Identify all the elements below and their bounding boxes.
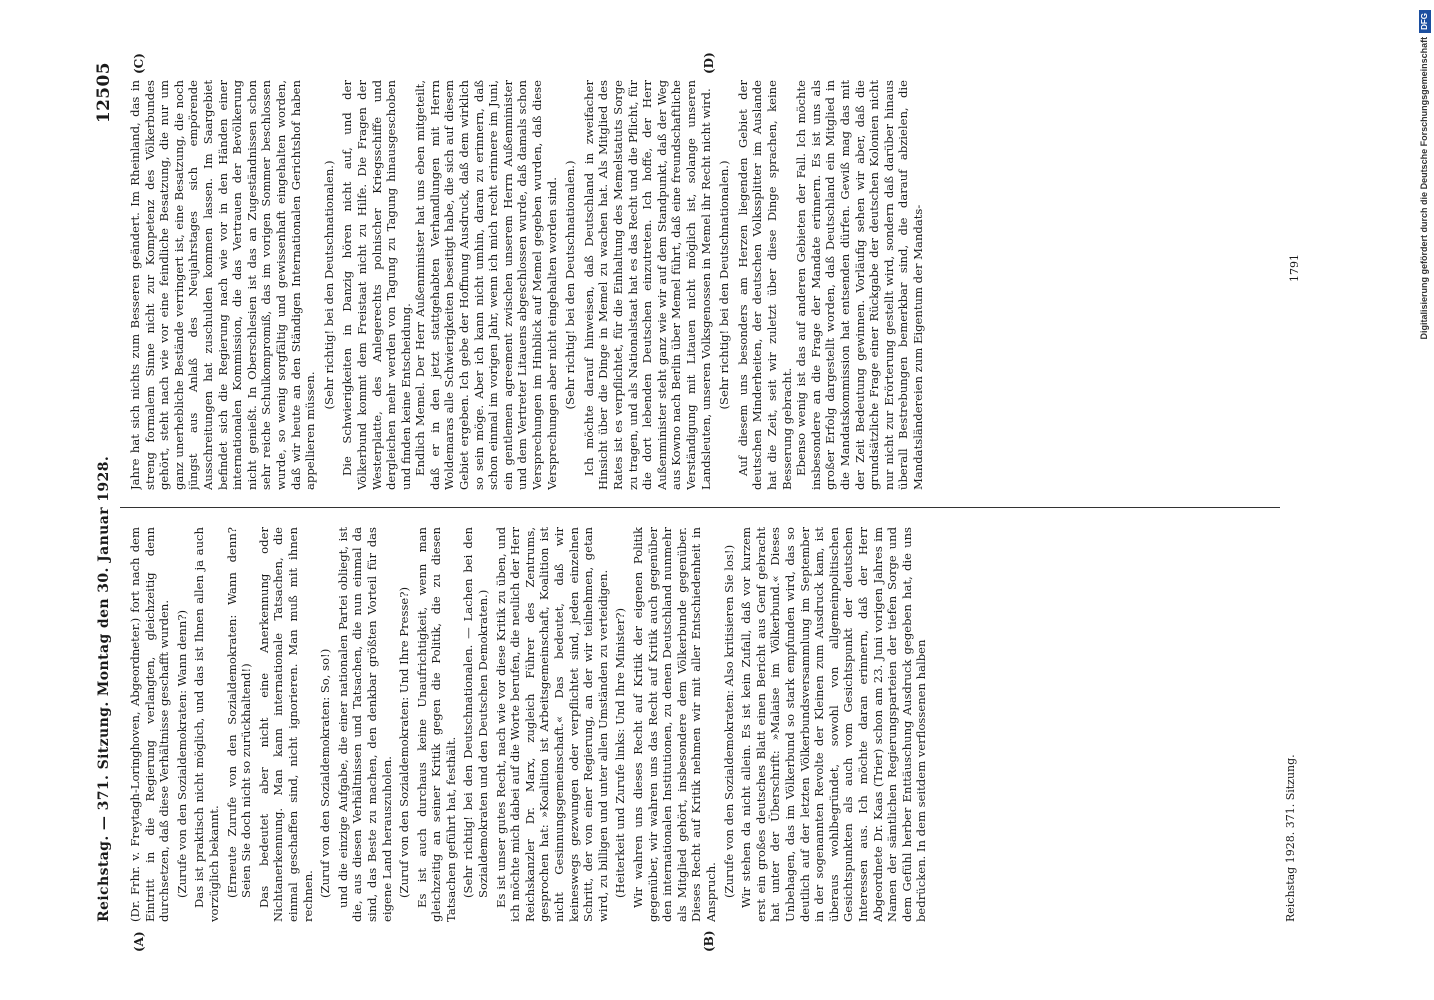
paragraph: Wir stehen da nicht allein. Es ist kein Zufall, daß vor kurzem erst ein großes deutsches Blatt einen Bericht aus Genf gebracht hat unter der Überschrift: »Malaise im Völkerbund.« Dieses Unbehagen, das im Völkerbund so stark empfunden wird, das so deutlich auf der letzten Völkerbundsversammlung im September in der sogenannten Revolte der Kleinen zum Ausdruck kam, ist überaus wohlbegründet, sowohl von allgemeinpolitischen Gesichtspunkten als auch vom Gesichtspunkt der deutschen Interessen aus. Ich möchte daran erinnern, daß der Herr Abgeordnete Dr. Kaas (Trier) schon am 23. Juni vorigen Jahres im Namen der sämtlichen Regierungsparteien der tiefen Sorge und dem Gefühl herber Enttäuschung Ausdruck gegeben hat, die uns bedrücken. In dem seitdem verflossenen halben bbox=[739, 527, 929, 922]
interjection: (Sehr richtig! bei den Deutschnationalen.) bbox=[321, 160, 336, 410]
footer-left: Reichstag 1928. 371. Sitzung. bbox=[1284, 754, 1297, 922]
signature-number: 1791 bbox=[1288, 254, 1301, 282]
interjection: (Zurufe von den Sozialdemokraten: Wann denn?) bbox=[174, 609, 189, 898]
paragraph: und die einzige Aufgabe, die einer nationalen Partei obliegt, ist die, aus diesen Verhältnissen und Tatsachen, die nun einmal da sind, das Beste zu machen, den denkbar größten Vorteil für das eigene Land herauszuholen. bbox=[335, 527, 394, 922]
paragraph: Die Schwierigkeiten in Danzig hören nicht auf, und der Völkerbund kommt dem Freistaat nicht zu Hilfe. Die Fragen der Westerplatte, des Anlegerechts polnischer Kriegsschiffe und dergleichen mehr werden von Tagung zu Tagung hinausgeschoben und finden keine Entscheidung. bbox=[340, 80, 413, 490]
paragraph: Das bedeutet aber nicht eine Anerkennung oder Nichtanerkennung. Man kann internationale Tatsachen, die einmal geschaffen sind, nicht ignorieren. Man muß mit ihnen rechnen. bbox=[256, 527, 315, 922]
paragraph: Wir wahren uns dieses Recht auf Kritik der eigenen Politik gegenüber, wir wahren uns das Recht auf Kritik auch gegenüber den internationalen Institutionen, zu denen Deutschland nunmehr als Mitglied gehört, insbesondere dem Völkerbunde gegenüber. Dieses Recht auf Kritik nehmen wir mit aller Entschiedenheit in Anspruch. bbox=[631, 527, 718, 922]
running-title: Reichstag. — 371. Sitzung. Montag den 30. Januar 1928. bbox=[96, 455, 112, 922]
document-body bbox=[92, 52, 1342, 952]
margin-marker-a: (A) bbox=[132, 931, 146, 952]
page-number: 12505 bbox=[94, 62, 114, 124]
page-header bbox=[92, 62, 118, 922]
paragraph: Es ist unser gutes Recht, nach wie vor diese Kritik zu üben, und ich möchte mich dabei auf die Worte berufen, die neulich der Herr Reichskanzler Dr. Marx, zugleich Führer des Zentrums, gesprochen hat: »Koalition ist Arbeitsgemeinschaft, Koalition ist nicht Gesinnungsgemeinschaft.« Das bedeutet, daß wir keineswegs gezwungen oder verpflichtet sind, jeden einzelnen Schritt, der von einer Regierung, an der wir teilnehmen, getan wird, zu billigen und unter allen Umständen zu verteidigen. bbox=[493, 527, 610, 922]
interjection: (Sehr richtig! bei den Deutschnationalen. — Lachen bei den Sozialdemokraten und den Deutschen Demokraten.) bbox=[461, 527, 491, 898]
left-column bbox=[128, 527, 1278, 922]
paragraph: Endlich Memel. Der Herr Außenminister hat uns eben mitgeteilt, daß er in den jetzt stattgehabten Verhandlungen mit Herrn Woldemaras alle Schwierigkeiten beseitigt habe, die sich auf diesem Gebiet ergeben. Ich gebe der Hoffnung Ausdruck, daß dem wirklich so sein möge. Aber ich kann nicht umhin, daran zu erinnern, daß schon einmal im vorigen Jahr, wenn ich mich recht erinnere im Juni, ein gentlemen agreement zwischen unserem Herrn Außenminister und dem Vertreter Litauens abgeschlossen wurde, daß damals schon Versprechungen im Hinblick auf Memel gegeben wurden, daß diese Versprechungen aber nicht eingehalten worden sind. bbox=[413, 80, 559, 490]
margin-marker-d: (D) bbox=[702, 52, 716, 74]
interjection: (Erneute Zurufe von den Sozialdemokraten: Wann denn? Seien Sie doch nicht so zurückhaltend!) bbox=[224, 527, 254, 898]
paragraph: Das ist praktisch nicht möglich, und das ist Ihnen allen ja auch vorzüglich bekannt. bbox=[192, 527, 221, 922]
paragraph: Ich möchte darauf hinweisen, daß Deutschland in zweifacher Hinsicht über die Dinge in Memel zu wachen hat. Als Mitglied des Rates ist es verpflichtet, für die Einhaltung des Memelstatuts Sorge zu tragen, und als Nationalstaat hat es das Recht und die Pflicht, für die dort lebenden Deutschen einzutreten. Ich hoffe, der Herr Außenminister steht ganz wie wir auf dem Standpunkt, daß der Weg aus Kowno nach Berlin über Memel führt, daß eine freundschaftliche Verständigung mit Litauen nicht möglich ist, solange unseren Landsleuten, unseren Volksgenossen in Memel ihr Recht nicht wird. bbox=[581, 80, 713, 490]
interjection: (Sehr richtig! bei den Deutschnationalen.) bbox=[717, 160, 732, 410]
dfg-logo: DFG bbox=[1419, 10, 1431, 33]
dfg-side-note bbox=[1414, 10, 1434, 990]
margin-marker-c: (C) bbox=[132, 53, 146, 74]
right-column bbox=[128, 80, 1278, 490]
funding-note: Digitalisierung gefördert durch die Deutsche Forschungsgemeinschaft bbox=[1419, 36, 1429, 340]
interjection: (Zuruf von den Sozialdemokraten: So, so!) bbox=[318, 648, 333, 898]
paragraph: Auf diesem uns besonders am Herzen liegenden Gebiet der deutschen Minderheiten, der deutschen Volkssplitter im Auslande hat die Zeit, seit wir zuletzt über diese Dinge sprachen, keine Besserung gebracht. bbox=[735, 80, 794, 490]
interjection: (Heiterkeit und Zurufe links: Und Ihre Minister?) bbox=[613, 607, 628, 898]
paragraph: Jahre hat sich nichts zum Besseren geändert. Im Rheinland, das in streng formalem Sinne nicht zur Kompetenz des Völkerbundes gehört, steht nach wie vor eine feindliche Besatzung, die nur um ganz unerhebliche Bestände verringert ist, eine Besatzung, die noch jüngst aus Anlaß des Neujahrstages sich empörende Ausschreitungen hat zuschulden kommen lassen. Im Saargebiet befindet sich die Regierung nach wie vor in den Händen einer internationalen Kommission, die das Vertrauen der Bevölkerung nicht genießt. In Oberschlesien ist das an Zugeständnissen schon sehr reiche Schulkompromiß, das im vorigen Sommer beschlossen wurde, so wenig sorgfältig und gewissenhaft eingehalten worden, daß wir heute an den Ständigen Internationalen Gerichtshof haben appellieren müssen. bbox=[128, 80, 318, 490]
column-divider bbox=[120, 507, 1280, 508]
paragraph: (Dr. Frhr. v. Freytagh-Loringhoven, Abgeordneter.) fort nach dem Eintritt in die Regierung verlangten, gleichzeitig denn durchsetzen, daß diese Verhältnisse geschafft wurden. bbox=[128, 527, 172, 922]
interjection: (Zuruf von den Sozialdemokraten: Und Ihre Presse?) bbox=[397, 586, 412, 898]
margin-marker-b: (B) bbox=[702, 930, 716, 952]
paragraph: Es ist auch durchaus keine Unaufrichtigkeit, wenn man gleichzeitig an seiner Kritik gegen die Politik, die zu diesen Tatsachen geführt hat, festhält. bbox=[414, 527, 458, 922]
interjection: (Zurufe von den Sozialdemokraten: Also kritisieren Sie los!) bbox=[721, 544, 736, 898]
interjection: (Sehr richtig! bei den Deutschnationalen.) bbox=[563, 160, 578, 410]
paragraph: Ebenso wenig ist das auf anderen Gebieten der Fall. Ich möchte insbesondere an die Frage der Mandate erinnern. Es ist uns als großer Erfolg dargestellt worden, daß Deutschland ein Mitglied in die Mandatskommission hat entsenden dürfen. Gewiß mag das mit der Zeit Bedeutung gewinnen. Vorläufig sehen wir aber, daß die grundsätzliche Frage einer Rückgabe der deutschen Kolonien nicht nur nicht zur Erörterung gestellt wird, sondern daß darüber hinaus überall Bestrebungen bemerkbar sind, die darauf abzielen, die Mandatsländereien zum Eigentum der Mandats- bbox=[794, 80, 925, 490]
